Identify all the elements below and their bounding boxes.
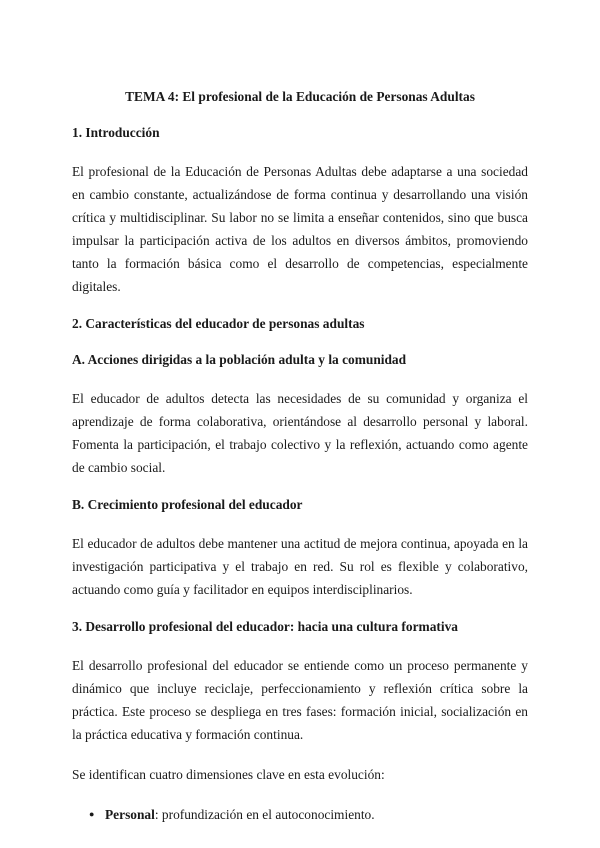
section-heading-characteristics: 2. Características del educador de personas adultas <box>72 316 365 331</box>
subsection-b-paragraph: El educador de adultos debe mantener una actitud de mejora continua, apoyada en la investigación participativa y el trabajo en red. Su rol es flexible y colaborativo, actuando como guía y facilitador en equipos interdisciplinarios. <box>72 536 528 597</box>
development-paragraph: El desarrollo profesional del educador se entiende como un proceso permanente y dinámico que incluye reciclaje, perfeccionamiento y reflexión crítica sobre la práctica. Este proceso se despliega en tres fases: formación inicial, socialización en la práctica educativa y formación continua. <box>72 658 528 742</box>
dimensions-intro: Se identifican cuatro dimensiones clave en esta evolución: <box>72 767 385 782</box>
dimension-term: Personal <box>105 807 155 822</box>
document-page <box>72 88 528 826</box>
section-heading-development: 3. Desarrollo profesional del educador: hacia una cultura formativa <box>72 619 458 634</box>
document-title: TEMA 4: El profesional de la Educación de Personas Adultas <box>125 89 475 104</box>
subsection-a-paragraph: El educador de adultos detecta las necesidades de su comunidad y organiza el aprendizaje de forma colaborativa, orientándose al desarrollo personal y laboral. Fomenta la participación, el trabajo colectivo y la reflexión, actuando como agente de cambio social. <box>72 391 528 475</box>
section-heading-introduction: 1. Introducción <box>72 125 160 140</box>
dimension-description: : profundización en el autoconocimiento. <box>154 807 375 822</box>
list-item <box>72 803 528 826</box>
bullet-icon: ● <box>89 809 95 819</box>
dimensions-list <box>72 803 528 826</box>
subsection-heading-b: B. Crecimiento profesional del educador <box>72 497 303 512</box>
subsection-heading-a: A. Acciones dirigidas a la población adulta y la comunidad <box>72 352 407 367</box>
introduction-paragraph: El profesional de la Educación de Personas Adultas debe adaptarse a una sociedad en cambio constante, actualizándose de forma continua y desarrollando una visión crítica y multidisciplinar. Su labor no se limita a enseñar contenidos, sino que busca impulsar la participación activa de los adultos en diversos ámbitos, promoviendo tanto la formación básica como el desarrollo de competencias, especialmente digitales. <box>72 164 528 294</box>
